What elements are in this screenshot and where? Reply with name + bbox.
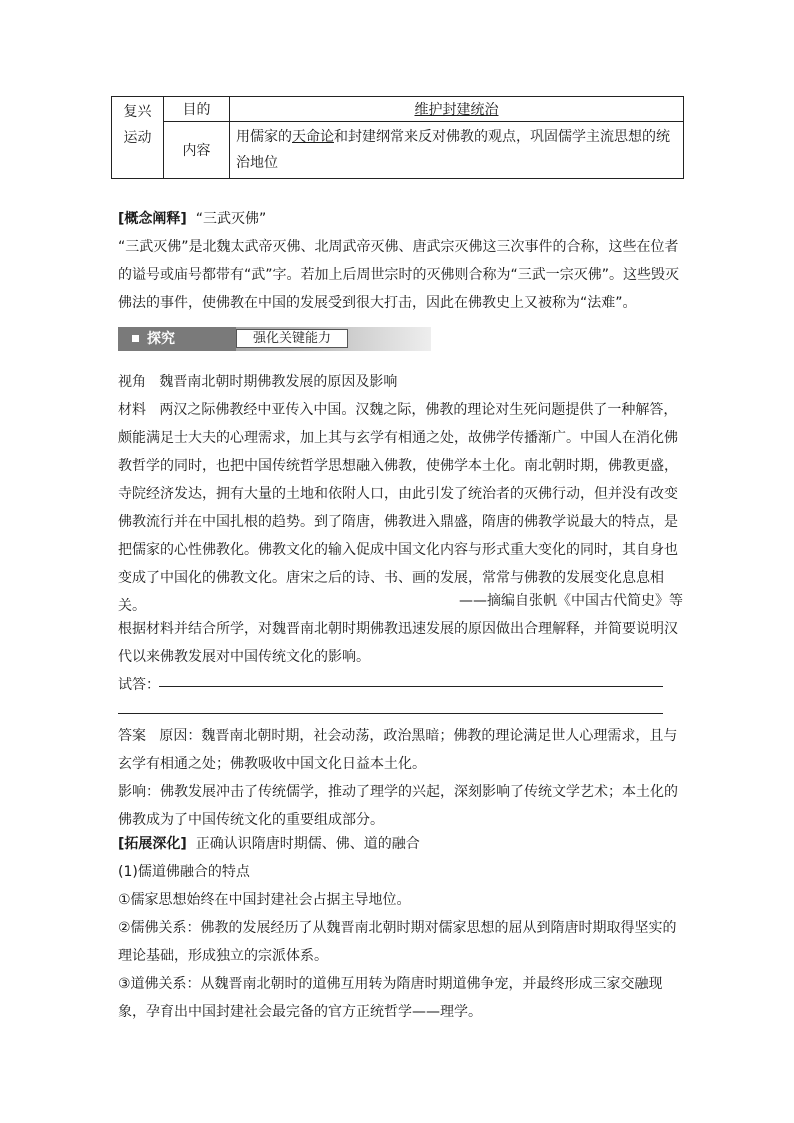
extension-item1: ①儒家思想始终在中国封建社会占据主导地位。: [118, 892, 411, 908]
answer-line-1[interactable]: [159, 686, 663, 687]
concept-title: “三武灭佛”: [195, 211, 267, 227]
material-source: ——摘编自张帆《中国古代简史》等: [459, 593, 683, 609]
section-banner: [118, 327, 431, 351]
square-icon: [132, 335, 139, 342]
material-text: 两汉之际佛教经中亚传入中国。汉魏之际，佛教的理论对生死问题提供了一种解答，颇能满足士大夫的心理需求，加上其与玄学有相通之处，故佛学传播渐广。中国人在消化佛教哲学的同时，也把中国传统哲学思想融入佛教，使佛学本土化。南北朝时期，佛教更盛，寺院经济发达，拥有大量的土地和依附人口，由此引发了统治者的灭佛行动，但并没有改变佛教流行并在中国扎根的趋势。到了隋唐，佛教进入鼎盛，隋唐的佛教学说最大的特点，是把儒家的心性佛教化。佛教文化的输入促成中国文化内容与形式重大变化的同时，其自身也变成了中国化的佛教文化。唐宋之后的诗、书、画的发展，常常与佛教的发展变化息息相关。: [118, 402, 678, 614]
banner-right-label: 强化关键能力: [236, 329, 348, 348]
concept-body: “三武灭佛”是北魏太武帝灭佛、北周武帝灭佛、唐武宗灭佛这三次事件的合称，这些在位者的谥号或庙号都带有“武”字。若加上后周世宗时的灭佛则合称为“三武一宗灭佛”。这些毁灭佛法的事件，使佛教在中国的发展受到很大打击，因此在佛教史上又被称为“法难”。: [118, 239, 680, 311]
answer-reason: [118, 722, 683, 778]
extension-sub1: (1)儒道佛融合的特点: [118, 864, 250, 880]
answer-reason-text: 原因：魏晋南北朝时期，社会动荡，政治黑暗；佛教的理论满足世人心理需求，且与玄学有相通之处；佛教吸收中国文化日益本土化。: [118, 728, 678, 772]
material-label: 材料: [118, 402, 146, 418]
banner-left-label: 探究: [147, 331, 175, 347]
extension-title: 正确认识隋唐时期儒、佛、道的融合: [195, 836, 420, 852]
answer-impact: 影响：佛教发展冲击了传统儒学，推动了理学的兴起，深刻影响了传统文学艺术；本土化的佛教成为了中国传统文化的重要组成部分。: [118, 784, 678, 828]
content-text-a: 用儒家的: [236, 129, 292, 145]
category-line2: 运动: [123, 130, 152, 146]
content-text-b: 和封建纲常来反对佛教的观点，巩固儒学主流思想的统治地位: [236, 129, 670, 171]
category-cell: [112, 97, 164, 179]
answer-line-2[interactable]: [118, 713, 663, 714]
banner-left: [118, 327, 236, 351]
concept-heading: [118, 205, 683, 233]
question-text: 根据材料并结合所学，对魏晋南北朝时期佛教迅速发展的原因做出合理解释，并简要说明汉代以来佛教发展对中国传统文化的影响。: [118, 621, 678, 665]
purpose-label: 目的: [164, 97, 230, 122]
answer-label: 答案: [118, 728, 146, 744]
content-text-underlined: 天命论: [292, 129, 334, 145]
table-row: [112, 122, 684, 179]
extension-item3: ③道佛关系：从魏晋南北朝时的道佛互用转为隋唐时期道佛争宠，并最终形成三家交融现象，孕育出中国封建社会最完备的官方正统哲学——理学。: [118, 976, 663, 1020]
try-label: 试答：: [118, 677, 160, 693]
concept-tag: [概念阐释]: [118, 211, 187, 227]
perspective-line: [118, 368, 683, 396]
perspective-text: 魏晋南北朝时期佛教发展的原因及影响: [159, 374, 398, 390]
category-line1: 复兴: [123, 104, 152, 120]
revival-table: [111, 96, 684, 179]
extension-tag: [拓展深化]: [118, 836, 187, 852]
extension-item2: ②儒佛关系：佛教的发展经历了从魏晋南北朝时期对儒家思想的屈从到隋唐时期取得坚实的理论基础，形成独立的宗派体系。: [118, 920, 677, 964]
purpose-value: 维护封建统治: [230, 97, 684, 122]
table-row: [112, 97, 684, 122]
content-value: [230, 122, 684, 179]
content-label: 内容: [164, 122, 230, 179]
extension-heading: [118, 830, 683, 858]
perspective-label: 视角: [118, 374, 146, 390]
